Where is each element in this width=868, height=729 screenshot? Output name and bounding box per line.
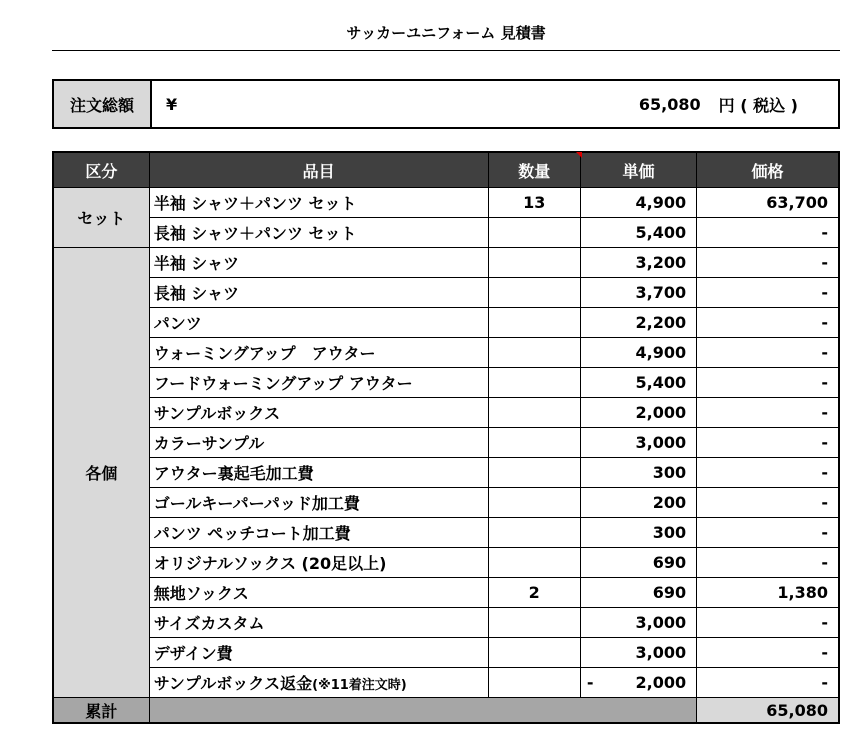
item-name: パンツ: [153, 314, 202, 333]
item-name-cell: [149, 458, 488, 488]
quantity-cell[interactable]: [488, 368, 580, 398]
item-name-cell: [149, 368, 488, 398]
price-cell: -: [697, 428, 839, 458]
unit-price-cell: [580, 488, 696, 518]
unit-price: 300: [652, 523, 687, 542]
quantity-cell[interactable]: [488, 338, 580, 368]
sum-label: 累計: [53, 698, 149, 724]
table-body: [53, 188, 839, 698]
item-name-cell: [149, 608, 488, 638]
table-row: [53, 428, 839, 458]
price-cell: -: [697, 458, 839, 488]
quantity-cell[interactable]: [488, 218, 580, 248]
item-name: 長袖 シャツ＋パンツ セット: [153, 224, 357, 243]
item-name-cell: [149, 338, 488, 368]
price-cell: -: [697, 608, 839, 638]
unit-price-cell: [580, 608, 696, 638]
table-row: [53, 338, 839, 368]
item-name: デザイン費: [153, 644, 233, 663]
price-cell: -: [697, 278, 839, 308]
sum-spacer: [149, 698, 696, 724]
price-cell: -: [697, 308, 839, 338]
unit-price-cell: [580, 428, 696, 458]
table-row: [53, 218, 839, 248]
cell-comment-indicator: [576, 152, 582, 158]
unit-price: 3,700: [635, 283, 687, 302]
item-name: オリジナルソックス (20足以上): [153, 554, 387, 573]
unit-price-cell: [580, 218, 696, 248]
unit-price: 5,400: [635, 373, 687, 392]
order-total-amount-cell: [206, 81, 838, 127]
item-name: 半袖 シャツ＋パンツ セット: [153, 194, 357, 213]
unit-price-cell: [580, 188, 696, 218]
unit-price: 690: [652, 553, 687, 572]
header-quantity: 数量: [488, 152, 580, 188]
item-name-cell: [149, 218, 488, 248]
table-row: [53, 518, 839, 548]
item-name: ウォーミングアップ アウター: [153, 344, 376, 363]
order-total-unit: 円 ( 税込 ): [718, 95, 798, 115]
table-row: [53, 188, 839, 218]
unit-price: 300: [652, 463, 687, 482]
unit-price: 2,200: [635, 313, 687, 332]
price-cell: -: [697, 518, 839, 548]
price-cell: -: [697, 638, 839, 668]
unit-price: 2,000: [635, 403, 687, 422]
category-cell: セット: [53, 188, 149, 248]
item-name: サンプルボックス: [153, 404, 281, 423]
quantity-cell[interactable]: [488, 548, 580, 578]
quantity-cell[interactable]: [488, 458, 580, 488]
item-name-cell: [149, 248, 488, 278]
item-name-cell: [149, 188, 488, 218]
item-name-cell: [149, 398, 488, 428]
item-name: サイズカスタム: [153, 614, 265, 633]
quantity-cell[interactable]: [488, 308, 580, 338]
table-row: [53, 248, 839, 278]
price-cell: -: [697, 338, 839, 368]
quantity-cell[interactable]: [488, 608, 580, 638]
unit-price: 2,000: [635, 673, 687, 692]
price-cell: 63,700: [697, 188, 839, 218]
price-cell: -: [697, 668, 839, 698]
unit-price: 690: [652, 583, 687, 602]
price-cell: -: [697, 488, 839, 518]
unit-price-cell: [580, 638, 696, 668]
quantity-cell[interactable]: [488, 488, 580, 518]
item-name: ゴールキーパーパッド加工費: [153, 494, 360, 513]
item-name: サンプルボックス返金: [153, 674, 313, 693]
quantity-cell[interactable]: [488, 428, 580, 458]
price-cell: 1,380: [697, 578, 839, 608]
unit-price-cell: [580, 248, 696, 278]
item-name-cell: [149, 638, 488, 668]
header-unit-price: 単価: [580, 152, 696, 188]
table-row: [53, 488, 839, 518]
table-row: [53, 638, 839, 668]
table-header-row: [53, 152, 839, 188]
table-row: [53, 398, 839, 428]
item-name-cell: [149, 488, 488, 518]
negative-sign: -: [586, 673, 594, 692]
estimate-table: [52, 151, 840, 724]
item-name: 半袖 シャツ: [153, 254, 239, 273]
item-name-cell: [149, 578, 488, 608]
quantity-cell[interactable]: 13: [488, 188, 580, 218]
unit-price-cell: [580, 398, 696, 428]
unit-price: 3,000: [635, 643, 687, 662]
table-row: [53, 608, 839, 638]
category-cell: 各個: [53, 248, 149, 698]
item-name: 長袖 シャツ: [153, 284, 239, 303]
unit-price: 4,900: [635, 193, 687, 212]
header-category: 区分: [53, 152, 149, 188]
unit-price: 4,900: [635, 343, 687, 362]
item-name-cell: [149, 278, 488, 308]
unit-price: 3,000: [635, 613, 687, 632]
title-underline: [52, 50, 840, 51]
unit-price: 200: [652, 493, 687, 512]
order-total-amount: 65,080: [638, 94, 701, 114]
page-title: サッカーユニフォーム 見積書: [346, 24, 546, 42]
unit-price-cell: [580, 458, 696, 488]
price-cell: -: [697, 398, 839, 428]
unit-price: 5,400: [635, 223, 687, 242]
item-name-cell: [149, 668, 488, 698]
item-name-note: (※11着注文時): [312, 678, 407, 693]
quantity-cell[interactable]: [488, 248, 580, 278]
item-name-cell: [149, 428, 488, 458]
item-name: 無地ソックス: [153, 584, 249, 603]
order-total-box: [52, 79, 840, 129]
table-row: [53, 578, 839, 608]
unit-price-cell: [580, 338, 696, 368]
item-name: フードウォーミングアップ アウター: [153, 374, 413, 393]
sum-row: [53, 698, 839, 724]
item-name-cell: [149, 518, 488, 548]
unit-price-cell: [580, 548, 696, 578]
order-total-label: 注文総額: [54, 81, 152, 127]
quantity-cell[interactable]: [488, 278, 580, 308]
quantity-cell[interactable]: [488, 668, 580, 698]
currency-symbol: ¥: [166, 94, 178, 114]
header-item: 品目: [149, 152, 488, 188]
unit-price-cell: [580, 278, 696, 308]
unit-price-cell: [580, 368, 696, 398]
price-cell: -: [697, 368, 839, 398]
price-cell: -: [697, 218, 839, 248]
unit-price-cell: [580, 308, 696, 338]
item-name-cell: [149, 308, 488, 338]
table-row: [53, 548, 839, 578]
unit-price: 3,000: [635, 433, 687, 452]
unit-price: 3,200: [635, 253, 687, 272]
table-row: [53, 668, 839, 698]
unit-price-cell: [580, 518, 696, 548]
table-row: [53, 458, 839, 488]
item-name: アウター裏起毛加工費: [153, 464, 314, 483]
table-row: [53, 278, 839, 308]
sum-value: 65,080: [697, 698, 839, 724]
item-name: カラーサンプル: [153, 434, 265, 453]
table-row: [53, 308, 839, 338]
header-price: 価格: [697, 152, 839, 188]
quantity-cell[interactable]: [488, 638, 580, 668]
quantity-cell[interactable]: [488, 398, 580, 428]
unit-price-cell: [580, 668, 696, 698]
quantity-cell[interactable]: 2: [488, 578, 580, 608]
item-name-cell: [149, 548, 488, 578]
price-cell: -: [697, 248, 839, 278]
unit-price-cell: [580, 578, 696, 608]
table-row: [53, 368, 839, 398]
quantity-cell[interactable]: [488, 518, 580, 548]
item-name: パンツ ペッチコート加工費: [153, 524, 351, 543]
price-cell: -: [697, 548, 839, 578]
